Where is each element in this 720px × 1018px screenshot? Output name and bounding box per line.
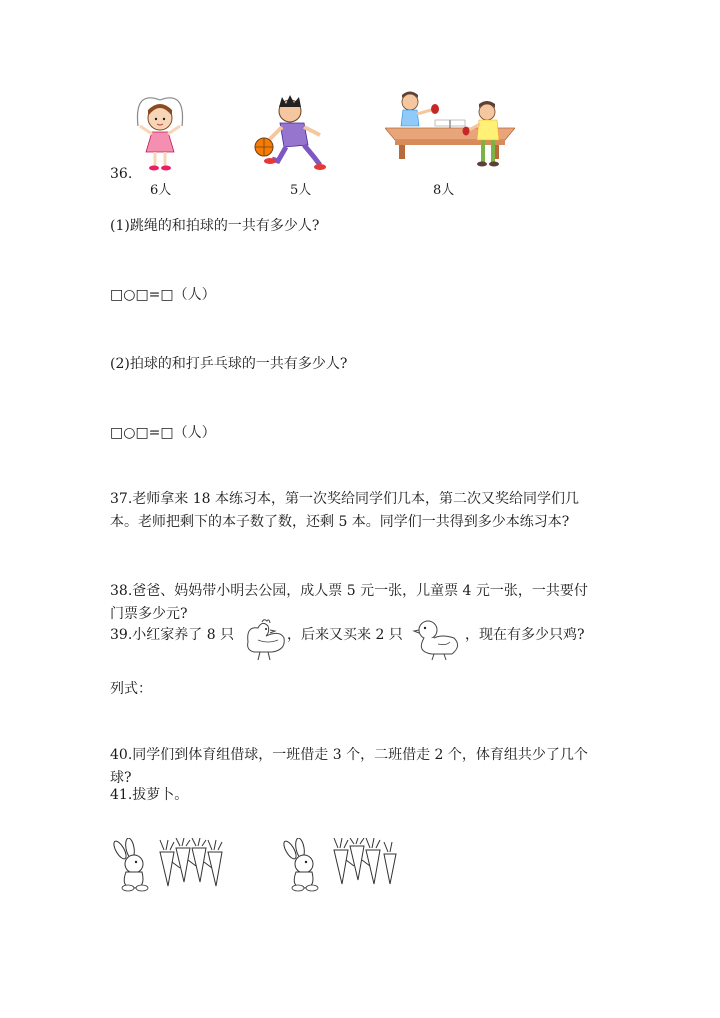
q39-formula-label: 列式： — [110, 681, 152, 697]
q36-caption-basketball: 5人 — [290, 183, 312, 198]
q40-text: 40.同学们到体育组借球，一班借走 3 个，二班借走 2 个，体育组共少了几个球? — [110, 747, 588, 786]
q36-caption-jump-rope: 6人 — [150, 183, 172, 198]
q36-number: 36. — [110, 166, 133, 182]
q39-text-part-a: 39.小红家养了 8 只 — [110, 627, 235, 643]
hen-icon — [240, 616, 288, 662]
q36-part1-question: (1)跳绳的和拍球的一共有多少人? — [110, 218, 320, 234]
q36-part2-formula: □○□=□（人） — [110, 425, 216, 441]
q38-text: 38.爸爸、妈妈带小明去公园，成人票 5 元一张，儿童票 4 元一张，一共要付门票多少元? — [110, 583, 588, 622]
q36-ping-pong-illustration — [385, 90, 515, 172]
q39-text-part-c: ，现在有多少只鸡? — [465, 627, 585, 643]
chick-icon — [412, 616, 464, 662]
q39-text-part-b: ，后来又买来 2 只 — [287, 627, 403, 643]
q36-part1-formula: □○□=□（人） — [110, 287, 216, 303]
q36-basketball-boy-illustration — [250, 95, 335, 175]
q36-jump-rope-girl-illustration — [130, 96, 190, 176]
q41-rabbit-carrots-left-illustration — [108, 838, 233, 893]
q36-caption-ping-pong: 8人 — [433, 183, 455, 198]
q41-text: 41.拔萝卜。 — [110, 787, 189, 803]
q41-rabbit-carrots-right-illustration — [278, 838, 403, 893]
q37-text: 37.老师拿来 18 本练习本，第一次奖给同学们几本，第二次又奖给同学们几本。老师把剩下的本子数了数，还剩 5 本。同学们一共得到多少本练习本? — [110, 491, 579, 530]
q36-part2-question: (2)拍球的和打乒乓球的一共有多少人? — [110, 356, 348, 372]
